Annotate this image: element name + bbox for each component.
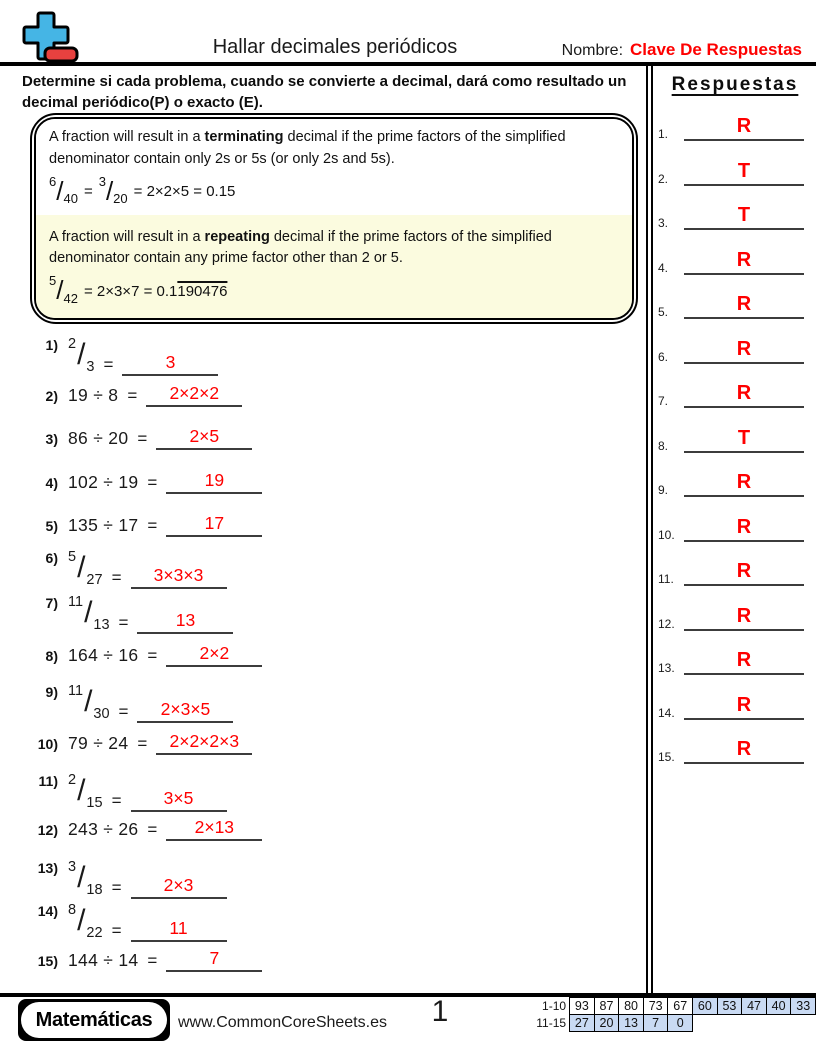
problem-number: 2): [45, 388, 58, 404]
equals-sign: =: [111, 568, 122, 587]
terminating-text-before: A fraction will result in a: [49, 129, 205, 145]
example-equals: =: [83, 183, 93, 200]
problem-fraction: 2 / 15: [68, 772, 103, 812]
answer-letter: R: [736, 649, 752, 671]
score-cell: 27: [569, 1014, 595, 1032]
terminating-rule: [36, 119, 632, 215]
answer-line: [684, 469, 804, 497]
name-area: [562, 40, 802, 60]
brand-name: Matemáticas: [21, 1002, 167, 1038]
answer-blank: [131, 916, 227, 942]
answer-blank: [131, 786, 227, 812]
score-cell: 60: [692, 997, 718, 1015]
answer-letter: R: [736, 471, 752, 493]
problem-row-9: [24, 683, 233, 723]
answer-row-14: 14. R: [658, 684, 804, 720]
score-row-1-10: [530, 997, 816, 1015]
answer-row-13: 13. R: [658, 639, 804, 675]
problem-number: 14): [37, 903, 58, 919]
score-table: [530, 997, 816, 1032]
problem-row-4: [24, 468, 262, 494]
answer-line: [684, 113, 804, 141]
answer-value: 19: [204, 470, 225, 490]
terminating-example: [49, 173, 619, 207]
problem-expression: 79 ÷ 24: [68, 733, 129, 753]
answer-line: [684, 158, 804, 186]
repeating-digits-overline: 190476: [177, 282, 228, 300]
answer-value: 2×2: [199, 643, 230, 663]
problem-row-5: [24, 511, 262, 537]
answer-blank: [122, 350, 218, 376]
terminating-text-after: decimal if the prime factors of the simplified denominator contain only 2s or 5s (or only 2s and 5s).: [49, 129, 566, 167]
answer-value: 2×5: [189, 426, 220, 446]
problem-row-8: [24, 641, 262, 667]
repeating-example: [49, 272, 619, 306]
answer-line: [684, 202, 804, 230]
answer-row-9: 9. R: [658, 461, 804, 497]
problem-row-11: [24, 772, 227, 812]
problem-fraction: 3 / 18: [68, 859, 103, 899]
problem-number: 10): [37, 736, 58, 752]
answer-value: 13: [175, 610, 196, 630]
answer-blank: [166, 946, 262, 972]
example-fraction-5-42: 5 / 42: [49, 273, 78, 306]
score-cell: 93: [569, 997, 595, 1015]
equals-sign: =: [111, 878, 122, 897]
answer-line: [684, 247, 804, 275]
problem-number: 12): [37, 822, 58, 838]
equals-sign: =: [118, 702, 129, 721]
problem-number: 8): [45, 648, 58, 664]
problem-number: 15): [37, 953, 58, 969]
repeating-text-before: A fraction will result in a: [49, 228, 205, 245]
answer-blank: [166, 511, 262, 537]
problem-number: 3): [45, 431, 58, 447]
answer-blank: [156, 424, 252, 450]
example-result: = 2×2×5 = 0.15: [133, 183, 236, 200]
problem-number: 13): [37, 860, 58, 876]
answer-blank: [131, 563, 227, 589]
score-cell: 7: [643, 1014, 669, 1032]
problem-number: 9): [45, 684, 58, 700]
site-url: www.CommonCoreSheets.es: [178, 1014, 387, 1031]
score-cell: 80: [618, 997, 644, 1015]
terminating-keyword: terminating: [204, 129, 284, 145]
answer-letter: T: [737, 159, 751, 182]
equals-sign: =: [147, 516, 158, 535]
problem-fraction: 2 / 3: [68, 336, 95, 376]
answers-panel: [656, 66, 814, 993]
score-cell: 13: [618, 1014, 644, 1032]
score-cell: 73: [643, 997, 669, 1015]
problem-row-2: [24, 381, 242, 407]
problem-row-13: [24, 859, 227, 899]
score-cell: 47: [741, 997, 767, 1015]
answer-line: [684, 736, 804, 764]
problem-row-7: [24, 594, 233, 634]
score-cell: 33: [790, 997, 816, 1015]
name-value: Clave De Respuestas: [630, 40, 802, 59]
problem-row-6: [24, 549, 227, 589]
problem-expression: 19 ÷ 8: [68, 385, 119, 405]
equals-sign: =: [118, 613, 129, 632]
repeating-rule: [36, 215, 632, 319]
problem-fraction: 8 / 22: [68, 902, 103, 942]
equals-sign: =: [111, 791, 122, 810]
answer-line: [684, 647, 804, 675]
answer-line: [684, 336, 804, 364]
answer-letter: R: [736, 604, 752, 627]
answer-row-4: 4. R: [658, 239, 804, 275]
repeating-text-after: decimal if the prime factors of the simplified denominator contain any prime factor other than 2 or 5.: [49, 228, 552, 267]
problem-expression: 164 ÷ 16: [68, 645, 139, 665]
equals-sign: =: [127, 386, 138, 405]
problem-row-15: [24, 946, 262, 972]
problem-number: 1): [45, 337, 58, 353]
example-fraction-3-20: 3 / 20: [98, 173, 128, 207]
problem-fraction: 11 / 30: [68, 683, 110, 723]
problem-expression: 102 ÷ 19: [68, 472, 139, 492]
problem-row-10: [24, 729, 252, 755]
equals-sign: =: [147, 646, 158, 665]
answer-letter: R: [736, 515, 752, 538]
answer-letter: T: [737, 204, 751, 226]
score-row-11-15: [530, 1014, 816, 1032]
example-fraction-6-40: 6 / 40: [49, 173, 78, 207]
problem-expression: 86 ÷ 20: [68, 428, 129, 448]
equals-sign: =: [137, 734, 148, 753]
answer-row-5: 5. R: [658, 283, 804, 319]
answer-row-10: 10. R: [658, 506, 804, 542]
answer-row-7: 7. R: [658, 372, 804, 408]
answer-value: 11: [169, 918, 188, 938]
rules-box: [30, 113, 638, 324]
answer-value: 3×5: [163, 788, 194, 808]
answer-blank: [166, 468, 262, 494]
answer-row-3: 3. T: [658, 194, 804, 230]
answer-row-12: 12. R: [658, 595, 804, 631]
answer-blank: [166, 641, 262, 667]
answer-row-11: 11. R: [658, 550, 804, 586]
minus-glyph: [45, 48, 77, 61]
answer-value: 2×3: [163, 875, 194, 895]
rules-box-inner: [34, 117, 634, 320]
answer-line: [684, 558, 804, 586]
problem-fraction: 5 / 27: [68, 549, 103, 589]
answer-value: 2×2×2: [169, 383, 220, 403]
equals-sign: =: [147, 951, 158, 970]
problem-expression: 144 ÷ 14: [68, 950, 139, 970]
answer-letter: R: [736, 738, 752, 760]
answer-letter: R: [736, 248, 752, 271]
answer-letter: R: [736, 293, 752, 315]
answer-row-15: 15. R: [658, 728, 804, 764]
answer-line: [684, 425, 804, 453]
example-result: = 2×3×7 = 0.1: [83, 282, 178, 300]
answer-value: 2×2×2×3: [169, 731, 240, 751]
answer-row-6: 6. R: [658, 328, 804, 364]
score-cell: 40: [766, 997, 792, 1015]
score-row-label: 11-15: [536, 1016, 567, 1030]
problem-number: 4): [45, 475, 58, 491]
problem-row-1: [24, 336, 218, 376]
problem-row-3: [24, 424, 252, 450]
equals-sign: =: [137, 429, 148, 448]
answer-value: 3×3×3: [153, 565, 204, 585]
problem-row-14: [24, 902, 227, 942]
equals-sign: =: [147, 820, 158, 839]
answer-blank: [131, 873, 227, 899]
answer-row-8: 8. T: [658, 417, 804, 453]
answer-row-2: 2. T: [658, 150, 804, 186]
brand-logo: [18, 999, 170, 1041]
problem-number: 5): [45, 518, 58, 534]
answer-line: [684, 291, 804, 319]
repeating-keyword: repeating: [204, 228, 270, 245]
equals-sign: =: [147, 473, 158, 492]
answer-blank: [137, 608, 233, 634]
answer-row-1: 1. R: [658, 105, 804, 141]
answer-letter: R: [736, 693, 752, 716]
answer-line: [684, 380, 804, 408]
answer-letter: R: [736, 337, 752, 360]
problem-row-12: [24, 815, 262, 841]
answer-line: [684, 514, 804, 542]
plus-minus-icon: [16, 10, 80, 66]
equals-sign: =: [111, 921, 122, 940]
instructions-text: Determine si cada problema, cuando se convierte a decimal, dará como resultado un decimal periódico(P) o exacto (E).: [22, 73, 627, 112]
score-row-label: 1-10: [542, 999, 567, 1013]
answer-blank: [156, 729, 252, 755]
answer-value: 2×3×5: [160, 699, 211, 719]
page-number: 1: [431, 995, 449, 1028]
answer-value: 2×13: [194, 817, 235, 837]
problem-expression: 243 ÷ 26: [68, 819, 139, 839]
problem-number: 6): [45, 550, 58, 566]
score-cell: 67: [667, 997, 693, 1015]
problem-number: 7): [45, 595, 58, 611]
answer-value: 3: [165, 352, 176, 372]
answer-blank: [146, 381, 242, 407]
answer-value: 17: [204, 513, 225, 533]
problem-number: 11): [38, 773, 58, 789]
answer-letter: T: [737, 426, 751, 449]
answer-line: [684, 603, 804, 631]
score-cell: 0: [667, 1014, 693, 1032]
problem-fraction: 11 / 13: [68, 594, 110, 634]
answer-letter: R: [736, 560, 752, 582]
name-label: Nombre:: [561, 42, 624, 59]
answer-letter: R: [736, 382, 752, 404]
equals-sign: =: [103, 355, 114, 374]
score-cell: 53: [717, 997, 743, 1015]
score-cell: 20: [594, 1014, 620, 1032]
answer-blank: [166, 815, 262, 841]
column-divider: [646, 66, 653, 993]
answer-blank: [137, 697, 233, 723]
page-title: Hallar decimales periódicos: [212, 36, 458, 58]
score-cell: 87: [594, 997, 620, 1015]
answers-title: Respuestas: [671, 74, 799, 95]
answer-value: 7: [209, 948, 220, 968]
answer-line: [684, 692, 804, 720]
problem-expression: 135 ÷ 17: [68, 515, 139, 535]
answer-letter: R: [736, 115, 752, 137]
